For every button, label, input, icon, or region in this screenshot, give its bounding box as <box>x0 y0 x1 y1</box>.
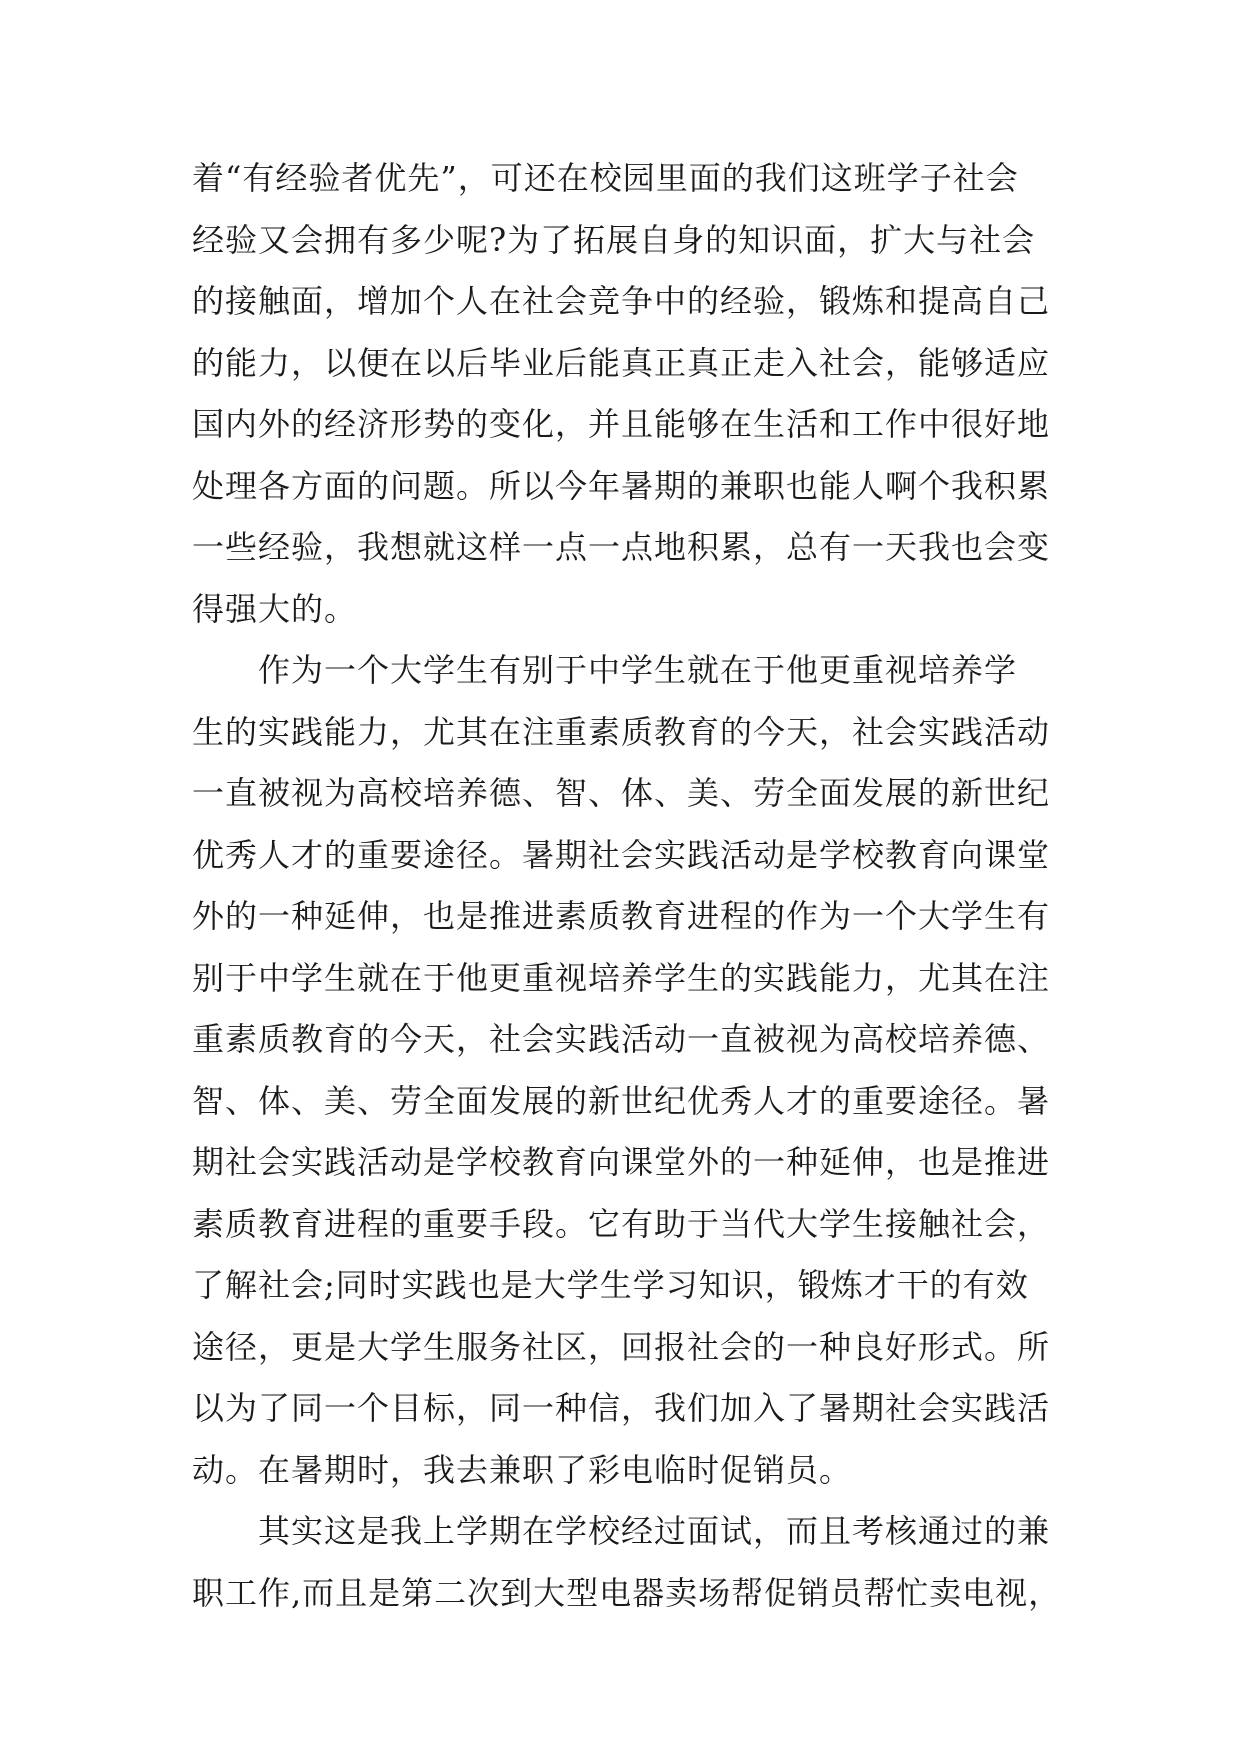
text-line: 一直被视为高校培养德、智、体、美、劳全面发展的新世纪 <box>192 774 1051 812</box>
text-line: 职工作,而且是第二次到大型电器卖场帮促销员帮忙卖电视， <box>192 1573 1062 1612</box>
text-line: 智、体、美、劳全面发展的新世纪优秀人才的重要途径。暑 <box>192 1081 1051 1120</box>
text-line: 国内外的经济形势的变化，并且能够在生活和工作中很好地 <box>192 405 1051 443</box>
text-line: 得强大的。 <box>192 589 358 628</box>
text-line: 一些经验，我想就这样一点一点地积累，总有一天我也会变 <box>192 528 1051 566</box>
text-line: 的接触面，增加个人在社会竞争中的经验，锻炼和提高自己 <box>192 282 1051 320</box>
text-line: 了解社会;同时实践也是大学生学习知识，锻炼才干的有效 <box>192 1266 1029 1304</box>
text-line: 生的实践能力，尤其在注重素质教育的今天，社会实践活动 <box>192 712 1051 751</box>
text-line: 动。在暑期时，我去兼职了彩电临时促销员。 <box>192 1450 853 1489</box>
text-line: 优秀人才的重要途径。暑期社会实践活动是学校教育向课堂 <box>192 835 1051 874</box>
text-line: 的能力，以便在以后毕业后能真正真正走入社会，能够适应 <box>192 343 1051 382</box>
text-line: 以为了同一个目标，同一种信，我们加入了暑期社会实践活 <box>192 1389 1051 1427</box>
text-line: 重素质教育的今天，社会实践活动一直被视为高校培养德、 <box>192 1020 1051 1058</box>
text-line: 经验又会拥有多少呢?为了拓展自身的知识面，扩大与社会 <box>192 220 1036 259</box>
text-line: 外的一种延伸，也是推进素质教育进程的作为一个大学生有 <box>192 897 1051 935</box>
text-line: 途径，更是大学生服务社区，回报社会的一种良好形式。所 <box>192 1327 1051 1366</box>
text-line: 处理各方面的问题。所以今年暑期的兼职也能人啊个我积累 <box>192 466 1051 505</box>
text-line: 其实这是我上学期在学校经过面试，而且考核通过的兼 <box>192 1512 1051 1550</box>
text-line: 着“有经验者优先”，可还在校园里面的我们这班学子社会 <box>192 159 1019 197</box>
text-line: 作为一个大学生有别于中学生就在于他更重视培养学 <box>192 651 1018 689</box>
text-line: 素质教育进程的重要手段。它有助于当代大学生接触社会， <box>192 1204 1051 1243</box>
body-text <box>192 157 1072 1633</box>
text-line: 期社会实践活动是学校教育向课堂外的一种延伸，也是推进 <box>192 1143 1051 1181</box>
text-line: 别于中学生就在于他更重视培养学生的实践能力，尤其在注 <box>192 958 1051 997</box>
